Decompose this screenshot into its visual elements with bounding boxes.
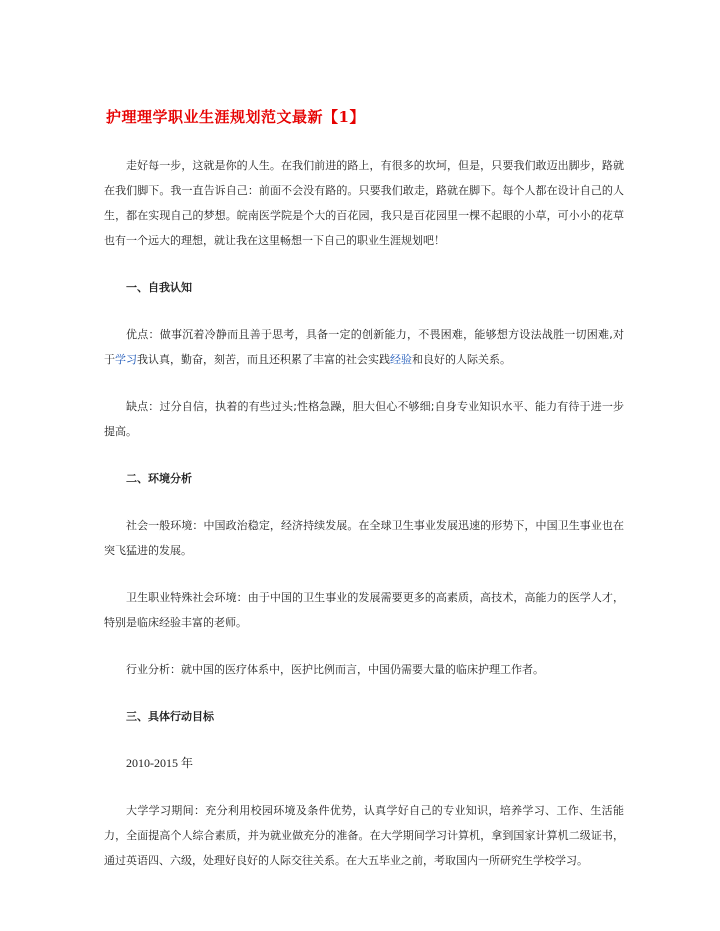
document-title: 护理理学职业生涯规划范文最新【1】	[106, 108, 365, 126]
intro-paragraph: 走好每一步，这就是你的人生。在我们前进的路上，有很多的坎坷，但是，只要我们敢迈出脚步，路就在我们脚下。我一直告诉自己：前面不会没有路的。只要我们敢走，路就在脚下。每个人都在设计自己的人生，都在实现自己的梦想。皖南医学院是个大的百花园，我只是百花园里一棵不起眼的小草，可小小的花草也有一个远大的理想，就让我在这里畅想一下自己的职业生涯规划吧！	[104, 159, 624, 247]
year-range: 2010-2015 年	[126, 756, 193, 770]
industry-analysis-paragraph: 行业分析：就中国的医疗体系中，医护比例而言，中国仍需要大量的临床护理工作者。	[126, 663, 544, 676]
strengths-text-after: 和良好的人际关系。	[412, 353, 511, 366]
college-study-paragraph: 大学学习期间：充分利用校园环境及条件优势，认真学好自己的专业知识，培养学习、工作、生活能力，全面提高个人综合素质，并为就业做充分的准备。在大学期间学习计算机，拿到国家计算机二级证书，通过英语四、六级，处理好良好的人际交往关系。在大五毕业之前，考取国内一所研究生学校学习。	[104, 804, 624, 867]
section-heading-environment: 二、环境分析	[126, 472, 192, 485]
document-body	[104, 153, 624, 895]
strengths-paragraph	[104, 322, 624, 372]
experience-link[interactable]: 经验	[390, 353, 412, 366]
social-environment-paragraph: 社会一般环境：中国政治稳定，经济持续发展。在全球卫生事业发展迅速的形势下，中国卫生事业也在突飞猛进的发展。	[104, 519, 624, 557]
strengths-text-middle: 我认真，勤奋，刻苦，而且还积累了丰富的社会实践	[137, 353, 390, 366]
weaknesses-paragraph: 缺点：过分自信，执着的有些过头;性格急躁，胆大但心不够细;自身专业知识水平、能力有待于进一步提高。	[104, 400, 624, 438]
section-heading-action-goals: 三、具体行动目标	[126, 710, 214, 723]
section-heading-self-awareness: 一、自我认知	[126, 281, 192, 294]
health-environment-paragraph: 卫生职业特殊社会环境：由于中国的卫生事业的发展需要更多的高素质，高技术，高能力的医学人才，特别是临床经验丰富的老师。	[104, 591, 624, 629]
study-link[interactable]: 学习	[115, 353, 137, 366]
strengths-text-before: 优点：做事沉着冷静而且善于思考，具备一定的创新能力，不畏困难，能够想方设法战胜一切困难,对于	[104, 328, 624, 366]
